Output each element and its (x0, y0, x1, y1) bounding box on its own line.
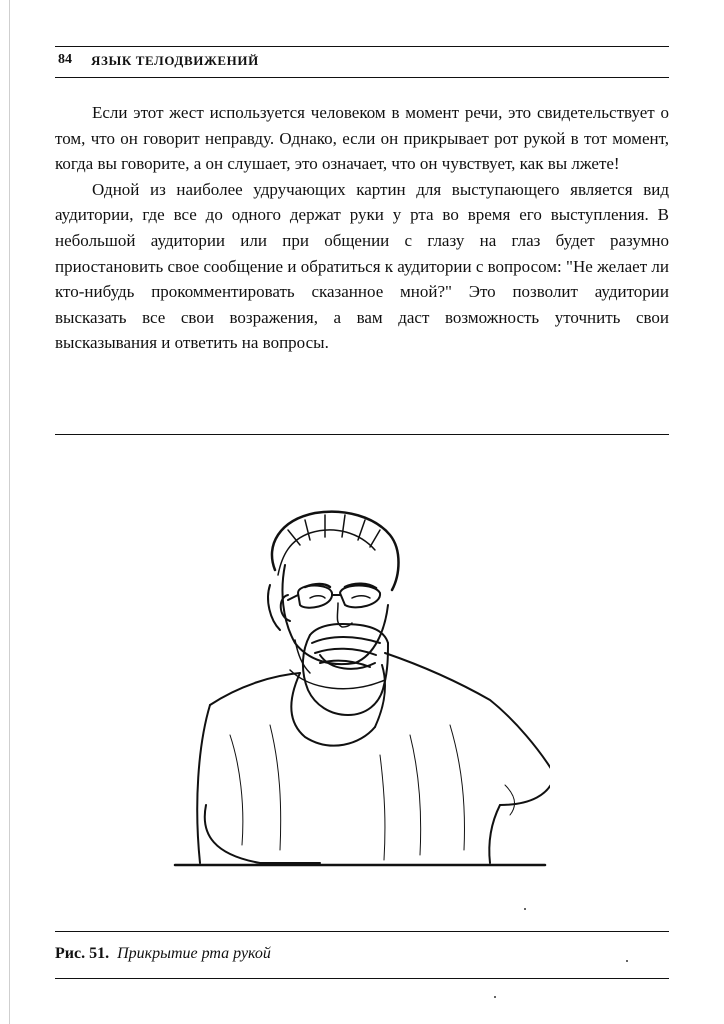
paragraph-1: Если этот жест используется человеком в момент речи, это свидетельствует о том, что он говорит неправду. Однако, если он прикрывает рот рукой в тот момент, когда вы говорите, а он слушает, это означает, что он чувствует, как вы лжете! (55, 103, 669, 174)
figure-caption (55, 945, 271, 963)
page-edge-line (9, 0, 10, 1024)
scan-speck (626, 960, 628, 962)
body-text (55, 100, 669, 356)
caption-rule-bottom (55, 978, 669, 979)
man-covering-mouth-illustration (170, 505, 550, 870)
figure-label: Рис. 51. (55, 945, 110, 962)
page-number: 84 (58, 52, 72, 67)
running-title: ЯЗЫК ТЕЛОДВИЖЕНИЙ (91, 53, 259, 68)
scan-speck (494, 996, 496, 998)
running-header (55, 46, 669, 78)
scan-speck (524, 908, 526, 910)
figure-caption-text: Прикрытие рта рукой (117, 945, 271, 962)
paragraph-2: Одной из наиболее удручающих картин для выступающего является вид аудитории, где все до одного держат руки у рта во время его выступления. В небольшой аудитории или при общении с глазу на глаз будет разумно приостановить свое сообщение и обратиться к аудитории с вопросом: "Не желает ли кто-нибудь прокомментировать сказанное мной?" Это позволит аудитории высказать все свои возражения, а вам даст возможность уточнить свои высказывания и ответить на вопросы. (55, 179, 669, 353)
caption-rule-top (55, 931, 669, 932)
section-divider (55, 434, 669, 435)
